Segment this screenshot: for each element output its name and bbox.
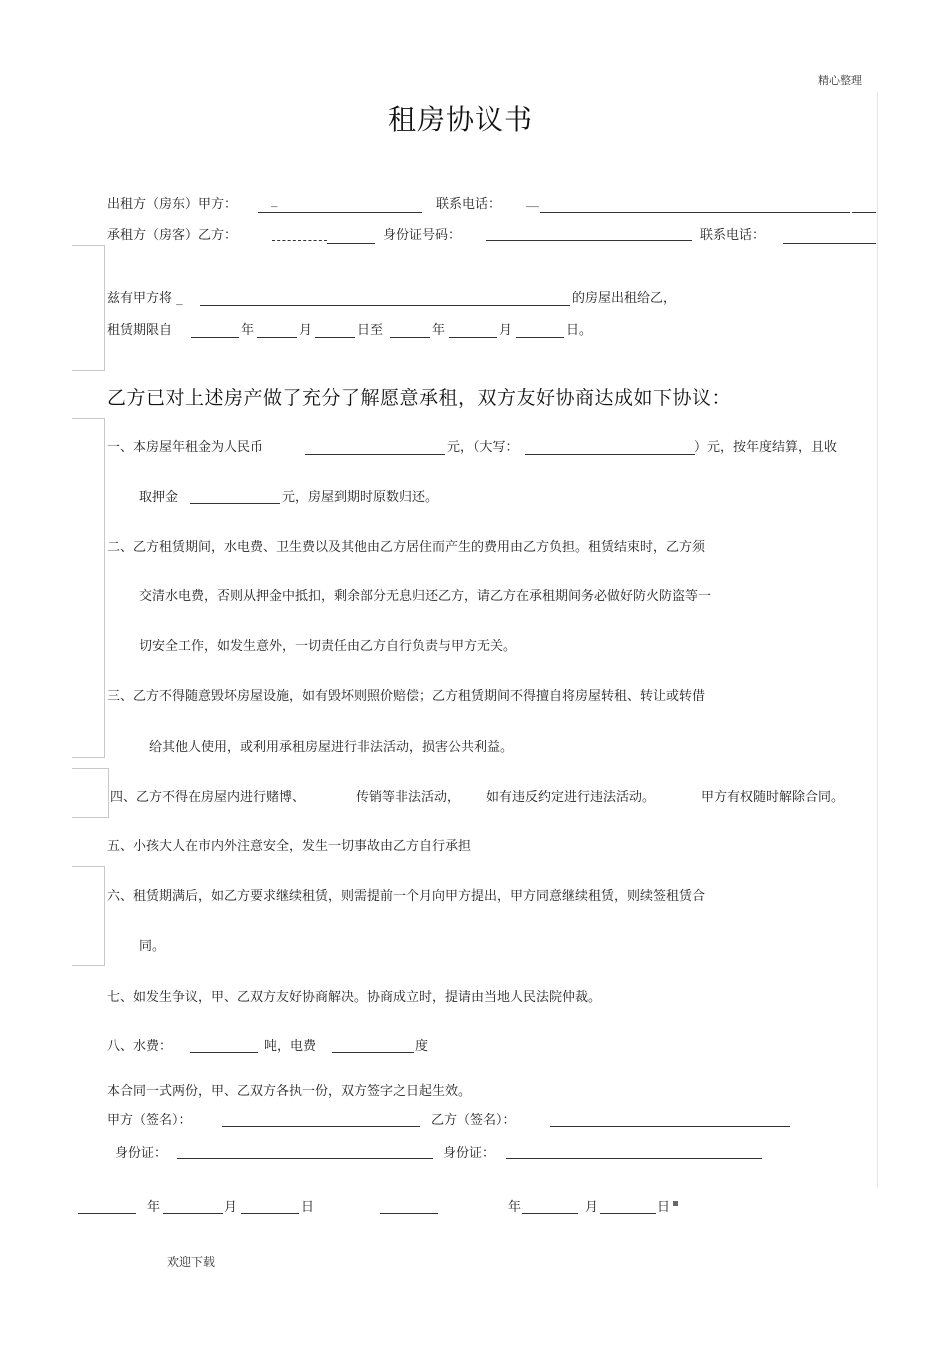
end-day-label: 日。 (566, 323, 593, 338)
rent-in-words-field[interactable] (525, 454, 695, 455)
party-a-sign-label: 甲方（签名）： (107, 1113, 192, 1128)
tenant-phone-label: 联系电话： (700, 228, 766, 243)
date-a-month-label: 月 (224, 1200, 238, 1215)
start-month-label: 月 (299, 323, 313, 338)
clause-3-text: 给其他人使用，或利用承租房屋进行非法活动，损害公共利益。 (149, 740, 514, 755)
clause-8-text: 吨，电费 (264, 1039, 317, 1054)
margin-bracket (72, 418, 105, 758)
id-label: 身份证号码： (383, 228, 462, 243)
id-b-field[interactable] (506, 1158, 762, 1159)
clause-6-text: 同。 (139, 939, 166, 954)
date-b-year-field[interactable] (380, 1213, 438, 1214)
landlord-phone-blank: __ (526, 193, 539, 208)
clause-2-text: 交清水电费，否则从押金中抵扣，剩余部分无息归还乙方，请乙方在承租期间务必做好防火防盗等一 (139, 589, 712, 604)
clause-2-text: 切安全工作，如发生意外，一切责任由乙方自行负责与甲方无关。 (139, 639, 517, 654)
right-margin-line (877, 92, 878, 1187)
landlord-blank: _ (271, 193, 278, 208)
landlord-phone-label: 联系电话： (436, 197, 502, 212)
date-b-month-label: 月 (585, 1200, 599, 1215)
landlord-label: 出租方（房东）甲方： (107, 197, 238, 212)
clause-5-text: 五、小孩大人在市内外注意安全，发生一切事故由乙方自行承担 (107, 839, 472, 854)
tenant-field[interactable] (272, 240, 327, 241)
start-day-label: 日至 (357, 323, 384, 338)
landlord-phone-field-tail (852, 212, 876, 213)
start-day-field[interactable] (315, 337, 355, 338)
start-year-label: 年 (241, 323, 255, 338)
margin-bracket (72, 768, 109, 818)
clause-8-text: 度 (415, 1039, 429, 1054)
clause-2-text: 二、乙方租赁期间，水电费、卫生费以及其他由乙方居住而产生的费用由乙方负担。租赁结束时，乙方须 (107, 540, 706, 555)
end-mark-icon (673, 1201, 678, 1206)
end-month-field[interactable] (449, 337, 497, 338)
clause-1-text: 取押金 (139, 490, 179, 505)
end-day-field[interactable] (516, 337, 564, 338)
date-b-year-label: 年 (508, 1200, 522, 1215)
date-b-month-field[interactable] (522, 1213, 578, 1214)
premises-suffix: 的房屋出租给乙， (572, 291, 677, 306)
date-a-year-label: 年 (147, 1200, 161, 1215)
clause-1-text: 元，房屋到期时原数归还。 (282, 490, 439, 505)
date-a-month-field[interactable] (163, 1213, 223, 1214)
footer-text: 欢迎下载 (167, 1255, 216, 1269)
party-b-signature-field[interactable] (550, 1126, 790, 1127)
clause-7-text: 七、如发生争议，甲、乙双方友好协商解决。协商成立时，提请由当地人民法院仲裁。 (107, 990, 602, 1005)
clause-6-text: 六、租赁期满后，如乙方要求继续租赁，则需提前一个月向甲方提出，甲方同意继续租赁，则续签租赁合 (107, 889, 706, 904)
start-year-field[interactable] (191, 337, 239, 338)
page-title: 租房协议书 (388, 103, 534, 136)
party-a-signature-field[interactable] (222, 1126, 420, 1127)
header-note: 精心整理 (818, 74, 862, 87)
date-a-year-field[interactable] (78, 1213, 136, 1214)
clause-1-text: 元，（大写： (447, 440, 519, 455)
end-year-field[interactable] (390, 337, 430, 338)
electricity-field[interactable] (332, 1052, 414, 1053)
deposit-field[interactable] (190, 503, 280, 504)
tenant-field-2[interactable] (327, 243, 375, 244)
end-year-label: 年 (432, 323, 446, 338)
copies-statement: 本合同一式两份，甲、乙双方各执一份，双方签字之日起生效。 (107, 1084, 472, 1099)
clause-4-text: 甲方有权随时解除合同。 (701, 790, 845, 805)
period-prefix: 租赁期限自 (107, 323, 173, 338)
agreement-heading: 乙方已对上述房产做了充分了解愿意承租，双方友好协商达成如下协议： (107, 387, 732, 409)
landlord-field[interactable] (258, 212, 422, 213)
margin-bracket (72, 245, 105, 371)
water-field[interactable] (190, 1052, 258, 1053)
party-b-sign-label: 乙方（签名）： (431, 1113, 516, 1128)
clause-1-text: 一、本房屋年租金为人民币 (107, 440, 264, 455)
id-a-label: 身份证： (115, 1146, 168, 1161)
id-b-label: 身份证： (443, 1146, 496, 1161)
margin-bracket (72, 866, 105, 966)
start-month-field[interactable] (257, 337, 297, 338)
clause-8-text: 八、水费： (107, 1039, 173, 1054)
clause-3-text: 三、乙方不得随意毁坏房屋设施，如有毁坏则照价赔偿；乙方租赁期间不得擅自将房屋转租、转让或转借 (107, 689, 706, 704)
id-number-field[interactable] (486, 240, 692, 241)
date-a-day-label: 日 (301, 1200, 315, 1215)
landlord-phone-field[interactable] (540, 212, 850, 213)
end-month-label: 月 (499, 323, 513, 338)
clause-4-text: 四、乙方不得在房屋内进行赌博、 (110, 790, 306, 805)
tenant-label: 承租方（房客）乙方： (107, 228, 238, 243)
clause-4-text: 传销等非法活动， (356, 790, 461, 805)
tenant-phone-field[interactable] (783, 243, 876, 244)
annual-rent-field[interactable] (305, 454, 445, 455)
date-b-day-field[interactable] (600, 1213, 656, 1214)
clause-4-text: 如有违反约定进行违法活动。 (486, 790, 656, 805)
clause-1-text: ）元，按年度结算，且收 (694, 440, 838, 455)
premises-prefix: 兹有甲方将 _ (107, 291, 183, 306)
date-b-day-label: 日 (657, 1200, 671, 1215)
id-a-field[interactable] (177, 1158, 433, 1159)
date-a-day-field[interactable] (241, 1213, 299, 1214)
premises-address-field[interactable] (200, 305, 570, 306)
